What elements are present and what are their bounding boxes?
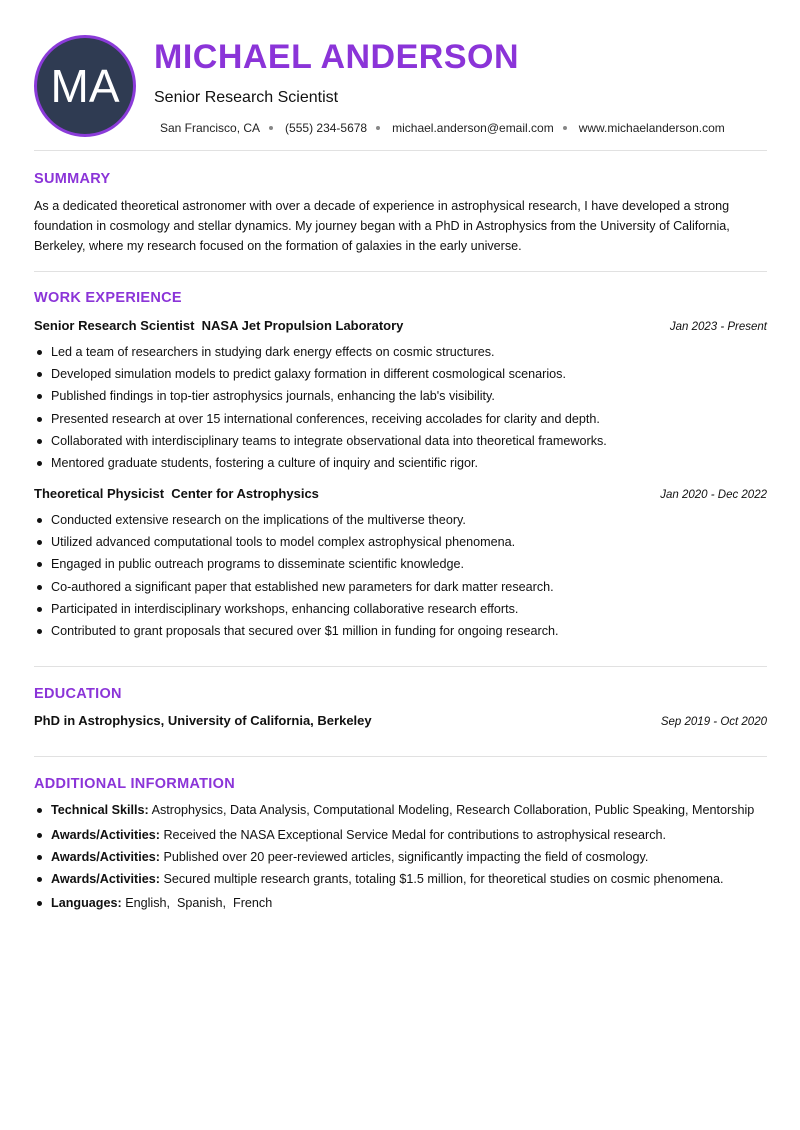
list-item: Led a team of researchers in studying dark energy effects on cosmic structures.: [34, 341, 767, 363]
list-item: Developed simulation models to predict galaxy formation in different cosmological scenarios.: [34, 363, 767, 385]
contact-phone[interactable]: (555) 234-5678: [285, 121, 368, 135]
job-date: Jan 2023 - Present: [669, 321, 767, 333]
job-bullets: [34, 509, 767, 642]
info-text: Astrophysics, Data Analysis, Computational Modeling, Research Collaboration, Public Speaking, Mentorship: [151, 803, 755, 817]
list-item: Co-authored a significant paper that established new parameters for dark matter research.: [34, 576, 767, 598]
info-label: Awards/Activities:: [51, 872, 160, 886]
list-item: Participated in interdisciplinary workshops, enhancing collaborative research efforts.: [34, 598, 767, 620]
summary-text: As a dedicated theoretical astronomer with over a decade of experience in astrophysical research, I have developed a strong foundation in cosmology and stellar dynamics. My journey began with a PhD in Astrophysics from the University of California, Berkeley, where my research focused on the formation of galaxies in the early universe.: [34, 199, 730, 253]
list-item: Conducted extensive research on the implications of the multiverse theory.: [34, 509, 767, 531]
divider: [34, 150, 767, 151]
list-item: Contributed to grant proposals that secured over $1 million in funding for ongoing research.: [34, 620, 767, 642]
education-heading: EDUCATION: [34, 686, 122, 702]
contact-location: San Francisco, CA: [160, 121, 261, 135]
education-entry: [34, 713, 767, 728]
divider: [34, 271, 767, 272]
info-label: Languages:: [51, 896, 122, 910]
additional-list: [34, 801, 767, 916]
info-label: Awards/Activities:: [51, 828, 160, 842]
list-item: Presented research at over 15 international conferences, receiving accolades for clarity and depth.: [34, 408, 767, 430]
summary-heading: SUMMARY: [34, 171, 111, 187]
list-item: Mentored graduate students, fostering a culture of inquiry and scientific rigor.: [34, 452, 767, 474]
info-text: English, Spanish, French: [125, 896, 273, 910]
job-date: Jan 2020 - Dec 2022: [660, 489, 767, 501]
job-header: [34, 486, 767, 501]
list-item: [34, 870, 767, 889]
info-label: Awards/Activities:: [51, 850, 160, 864]
job-role: Senior Research Scientist: [34, 318, 195, 333]
avatar: [34, 35, 136, 137]
list-item: [34, 894, 767, 913]
experience-heading: WORK EXPERIENCE: [34, 290, 182, 306]
list-item: [34, 826, 767, 845]
job-role-org: [34, 318, 403, 333]
separator-dot-icon: [563, 126, 567, 130]
list-item: Engaged in public outreach programs to disseminate scientific knowledge.: [34, 553, 767, 575]
divider: [34, 666, 767, 667]
candidate-name: MICHAEL ANDERSON: [154, 38, 520, 76]
list-item: [34, 848, 767, 867]
contact-bar: [160, 121, 725, 135]
additional-heading: ADDITIONAL INFORMATION: [34, 776, 235, 792]
info-text: Published over 20 peer-reviewed articles, significantly impacting the field of cosmology.: [163, 850, 649, 864]
contact-email[interactable]: michael.anderson@email.com: [392, 121, 554, 135]
contact-website[interactable]: www.michaelanderson.com: [578, 121, 725, 135]
education-date: Sep 2019 - Oct 2020: [660, 716, 767, 728]
job-header: [34, 318, 767, 333]
list-item: Utilized advanced computational tools to model complex astrophysical phenomena.: [34, 531, 767, 553]
info-text: Received the NASA Exceptional Service Medal for contributions to astrophysical research.: [163, 828, 667, 842]
resume-page: [34, 0, 767, 1130]
education-degree: PhD in Astrophysics, University of California, Berkeley: [34, 713, 372, 728]
separator-dot-icon: [269, 126, 273, 130]
candidate-title: Senior Research Scientist: [154, 89, 339, 106]
avatar-initials: MA: [50, 60, 120, 112]
info-label: Technical Skills:: [51, 803, 149, 817]
list-item: [34, 801, 767, 820]
divider: [34, 756, 767, 757]
job-org: NASA Jet Propulsion Laboratory: [201, 318, 404, 333]
list-item: Published findings in top-tier astrophysics journals, enhancing the lab's visibility.: [34, 385, 767, 407]
separator-dot-icon: [376, 126, 380, 130]
list-item: Collaborated with interdisciplinary teams to integrate observational data into theoretical frameworks.: [34, 430, 767, 452]
job-role: Theoretical Physicist: [34, 486, 165, 501]
job-role-org: [34, 486, 319, 501]
info-text: Secured multiple research grants, totaling $1.5 million, for theoretical studies on cosmic phenomena.: [163, 872, 724, 886]
job-org: Center for Astrophysics: [171, 486, 319, 501]
job-bullets: [34, 341, 767, 474]
